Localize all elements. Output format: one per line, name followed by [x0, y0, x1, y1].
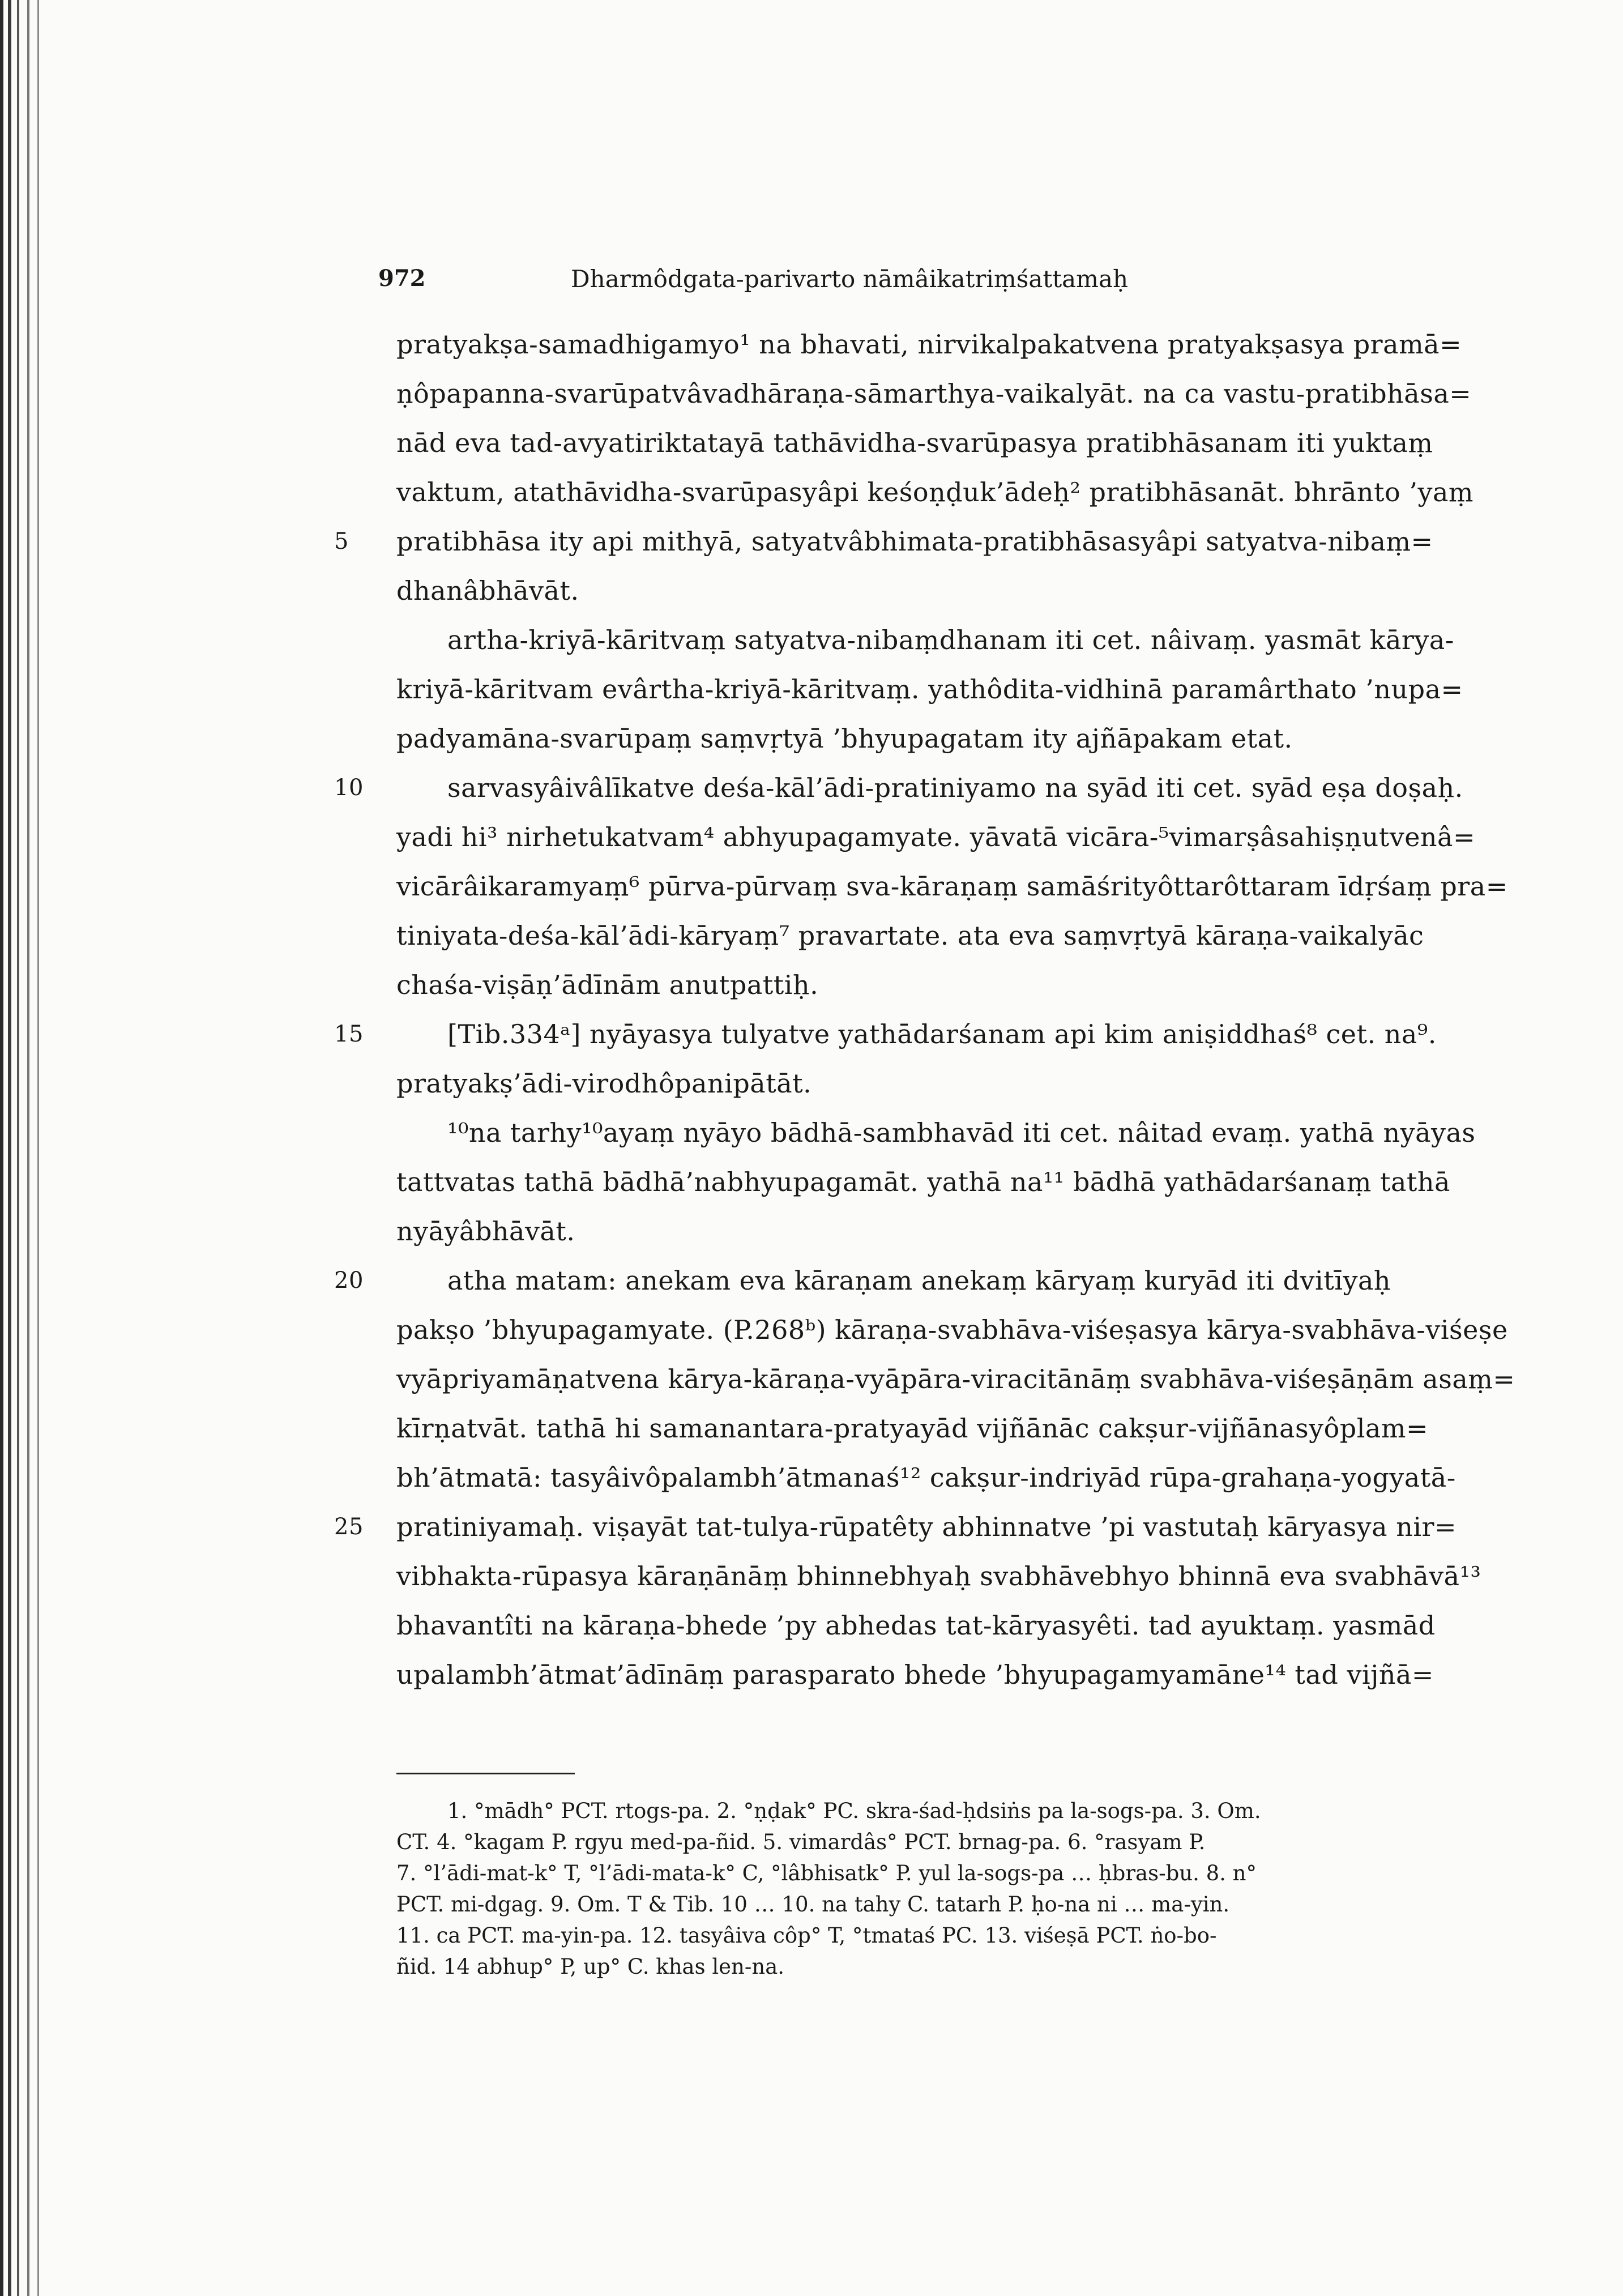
line-text: pratibhāsa ity api mithyā, satyatvâbhimata-pratibhāsasyâpi satyatva-nibaṃ= — [396, 526, 1433, 557]
line-text: pakṣo ’bhyupagamyate. (P.268ᵇ) kāraṇa-svabhāva-viśeṣasya kārya-svabhāva-viśeṣe — [396, 1315, 1508, 1345]
text-line — [334, 1256, 1495, 1305]
text-line — [334, 862, 1508, 911]
text-line — [334, 1404, 1495, 1453]
text-line — [334, 911, 1495, 961]
line-text: bh’ātmatā: tasyâivôpalambh’ātmanaś¹² cakṣur-indriyād rūpa-grahaṇa-yogyatā- — [396, 1462, 1456, 1493]
text-line — [334, 1305, 1508, 1355]
text-line — [334, 813, 1495, 862]
line-text: bhavantîti na kāraṇa-bhede ’py abhedas tat-kāryasyêti. tad ayuktaṃ. yasmād — [396, 1610, 1436, 1641]
line-text: ṇôpapanna-svarūpatvâvadhāraṇa-sāmarthya-vaikalyāt. na ca vastu-pratibhāsa= — [396, 378, 1472, 409]
line-text: pratiniyamaḥ. viṣayāt tat-tulya-rūpatêty abhinnatve ’pi vastutaḥ kāryasya nir= — [396, 1512, 1457, 1542]
line-text: pratyakṣa-samadhigamyo¹ na bhavati, nirvikalpakatvena pratyakṣasya pramā= — [396, 329, 1462, 360]
text-line — [334, 1503, 1495, 1552]
footnote-rule — [396, 1773, 575, 1774]
footnote-line: PCT. mi-dgag. 9. Om. T & Tib. 10 … 10. na tahy C. tatarh P. ḥo-na ni … ma-yin. — [396, 1892, 1230, 1917]
text-line — [334, 1453, 1495, 1503]
text-line — [334, 369, 1495, 419]
text-line — [334, 763, 1495, 813]
line-text: vaktum, atathāvidha-svarūpasyâpi keśoṇḍuk’ādeḥ² pratibhāsanāt. bhrānto ’yaṃ — [396, 477, 1473, 507]
line-text: chaśa-viṣāṇ’ādīnām anutpattiḥ. — [396, 970, 819, 1000]
text-line — [334, 961, 1495, 1010]
line-text: tattvatas tathā bādhā’nabhyupagamāt. yathā na¹¹ bādhā yathādarśanaṃ tathā — [396, 1167, 1450, 1197]
line-text: nyāyâbhāvāt. — [396, 1216, 575, 1247]
line-number: 20 — [334, 1268, 364, 1294]
footnotes — [396, 1795, 1484, 1982]
page-number: 972 — [378, 265, 426, 292]
text-line — [334, 517, 1495, 566]
text-line — [334, 616, 1495, 665]
page-header — [378, 265, 1483, 305]
line-text: tiniyata-deśa-kāl’ādi-kāryaṃ⁷ pravartate. ata eva saṃvṛtyā kāraṇa-vaikalyāc — [396, 920, 1424, 951]
line-text: kīrṇatvāt. tathā hi samanantara-pratyayād vijñānāc cakṣur-vijñānasyôplam= — [396, 1413, 1429, 1444]
line-number: 25 — [334, 1514, 364, 1540]
line-number: 5 — [334, 528, 349, 554]
text-line — [334, 714, 1495, 763]
footnote-line: ñid. 14 abhup° P, up° C. khas len-na. — [396, 1954, 785, 1979]
line-text: upalambh’ātmat’ādīnāṃ parasparato bhede ’bhyupagamyamāne¹⁴ tad vijñā= — [396, 1659, 1434, 1690]
line-text: padyamāna-svarūpaṃ saṃvṛtyā ’bhyupagatam ity ajñāpakam etat. — [396, 723, 1293, 754]
line-text: pratyakṣ’ādi-virodhôpanipātāt. — [396, 1068, 812, 1099]
line-text: dhanâbhāvāt. — [396, 575, 579, 606]
text-line — [334, 1010, 1495, 1059]
text-line — [334, 1059, 1495, 1108]
line-text: nād eva tad-avyatiriktatayā tathāvidha-svarūpasya pratibhāsanam iti yuktaṃ — [396, 428, 1433, 458]
line-text: yadi hi³ nirhetukatvam⁴ abhyupagamyate. yāvatā vicāra-⁵vimarṣâsahiṣṇutvenâ= — [396, 822, 1476, 852]
text-line — [334, 665, 1495, 714]
text-line — [334, 1650, 1495, 1700]
text-line — [334, 1158, 1495, 1207]
footnote-line: 1. °mādh° PCT. rtogs-pa. 2. °ṇḍak° PC. skra-śad-ḥdsiṅs pa la-sogs-pa. 3. Om. — [447, 1799, 1261, 1823]
running-title: Dharmôdgata-parivarto nāmâikatriṃśattamaḥ — [571, 265, 1129, 293]
line-text: kriyā-kāritvam evârtha-kriyā-kāritvaṃ. yathôdita-vidhinā paramârthato ’nupa= — [396, 674, 1463, 705]
line-text: artha-kriyā-kāritvaṃ satyatva-nibaṃdhanam iti cet. nâivaṃ. yasmāt kārya- — [447, 625, 1454, 655]
footnote-line: 11. ca PCT. ma-yin-pa. 12. tasyâiva côp° T, °tmataś PC. 13. viśeṣā PCT. ṅo-bo- — [396, 1923, 1217, 1948]
text-line — [334, 1207, 1495, 1256]
text-line — [334, 419, 1495, 468]
line-number: 15 — [334, 1021, 364, 1047]
line-text: ¹⁰na tarhy¹⁰ayaṃ nyāyo bādhā-sambhavād iti cet. nâitad evaṃ. yathā nyāyas — [447, 1117, 1476, 1148]
line-text: atha matam: anekam eva kāraṇam anekaṃ kāryaṃ kuryād iti dvitīyaḥ — [447, 1265, 1391, 1296]
line-text: vibhakta-rūpasya kāraṇānāṃ bhinnebhyaḥ svabhāvebhyo bhinnā eva svabhāvā¹³ — [396, 1561, 1481, 1591]
line-text: vicārâikaramyaṃ⁶ pūrva-pūrvaṃ sva-kāraṇaṃ samāśrityôttarôttaram īdṛśaṃ pra= — [396, 871, 1508, 902]
text-line — [334, 1108, 1495, 1158]
text-line — [334, 1601, 1495, 1650]
text-line — [334, 1355, 1515, 1404]
text-line — [334, 1552, 1495, 1601]
main-text — [334, 320, 1515, 1700]
footnote-line: CT. 4. °kagam P. rgyu med-pa-ñid. 5. vimardâs° PCT. brnag-pa. 6. °rasyam P. — [396, 1830, 1206, 1854]
footnote-line: 7. °l’ādi-mat-k° T, °l’ādi-mata-k° C, °lâbhisatk° P. yul la-sogs-pa … ḥbras-bu. 8. n° — [396, 1861, 1257, 1885]
text-line — [334, 320, 1495, 369]
line-text: sarvasyâivâlīkatve deśa-kāl’ādi-pratiniyamo na syād iti cet. syād eṣa doṣaḥ. — [447, 773, 1463, 803]
text-line — [334, 566, 1495, 616]
line-number: 10 — [334, 775, 364, 801]
line-text: [Tib.334ᵃ] nyāyasya tulyatve yathādarśanam api kim aniṣiddhaś⁸ cet. na⁹. — [447, 1019, 1437, 1049]
text-line — [334, 468, 1495, 517]
line-text: vyāpriyamāṇatvena kārya-kāraṇa-vyāpāra-viracitānāṃ svabhāva-viśeṣāṇām asaṃ= — [396, 1364, 1515, 1394]
book-binding-edge — [0, 0, 51, 2296]
